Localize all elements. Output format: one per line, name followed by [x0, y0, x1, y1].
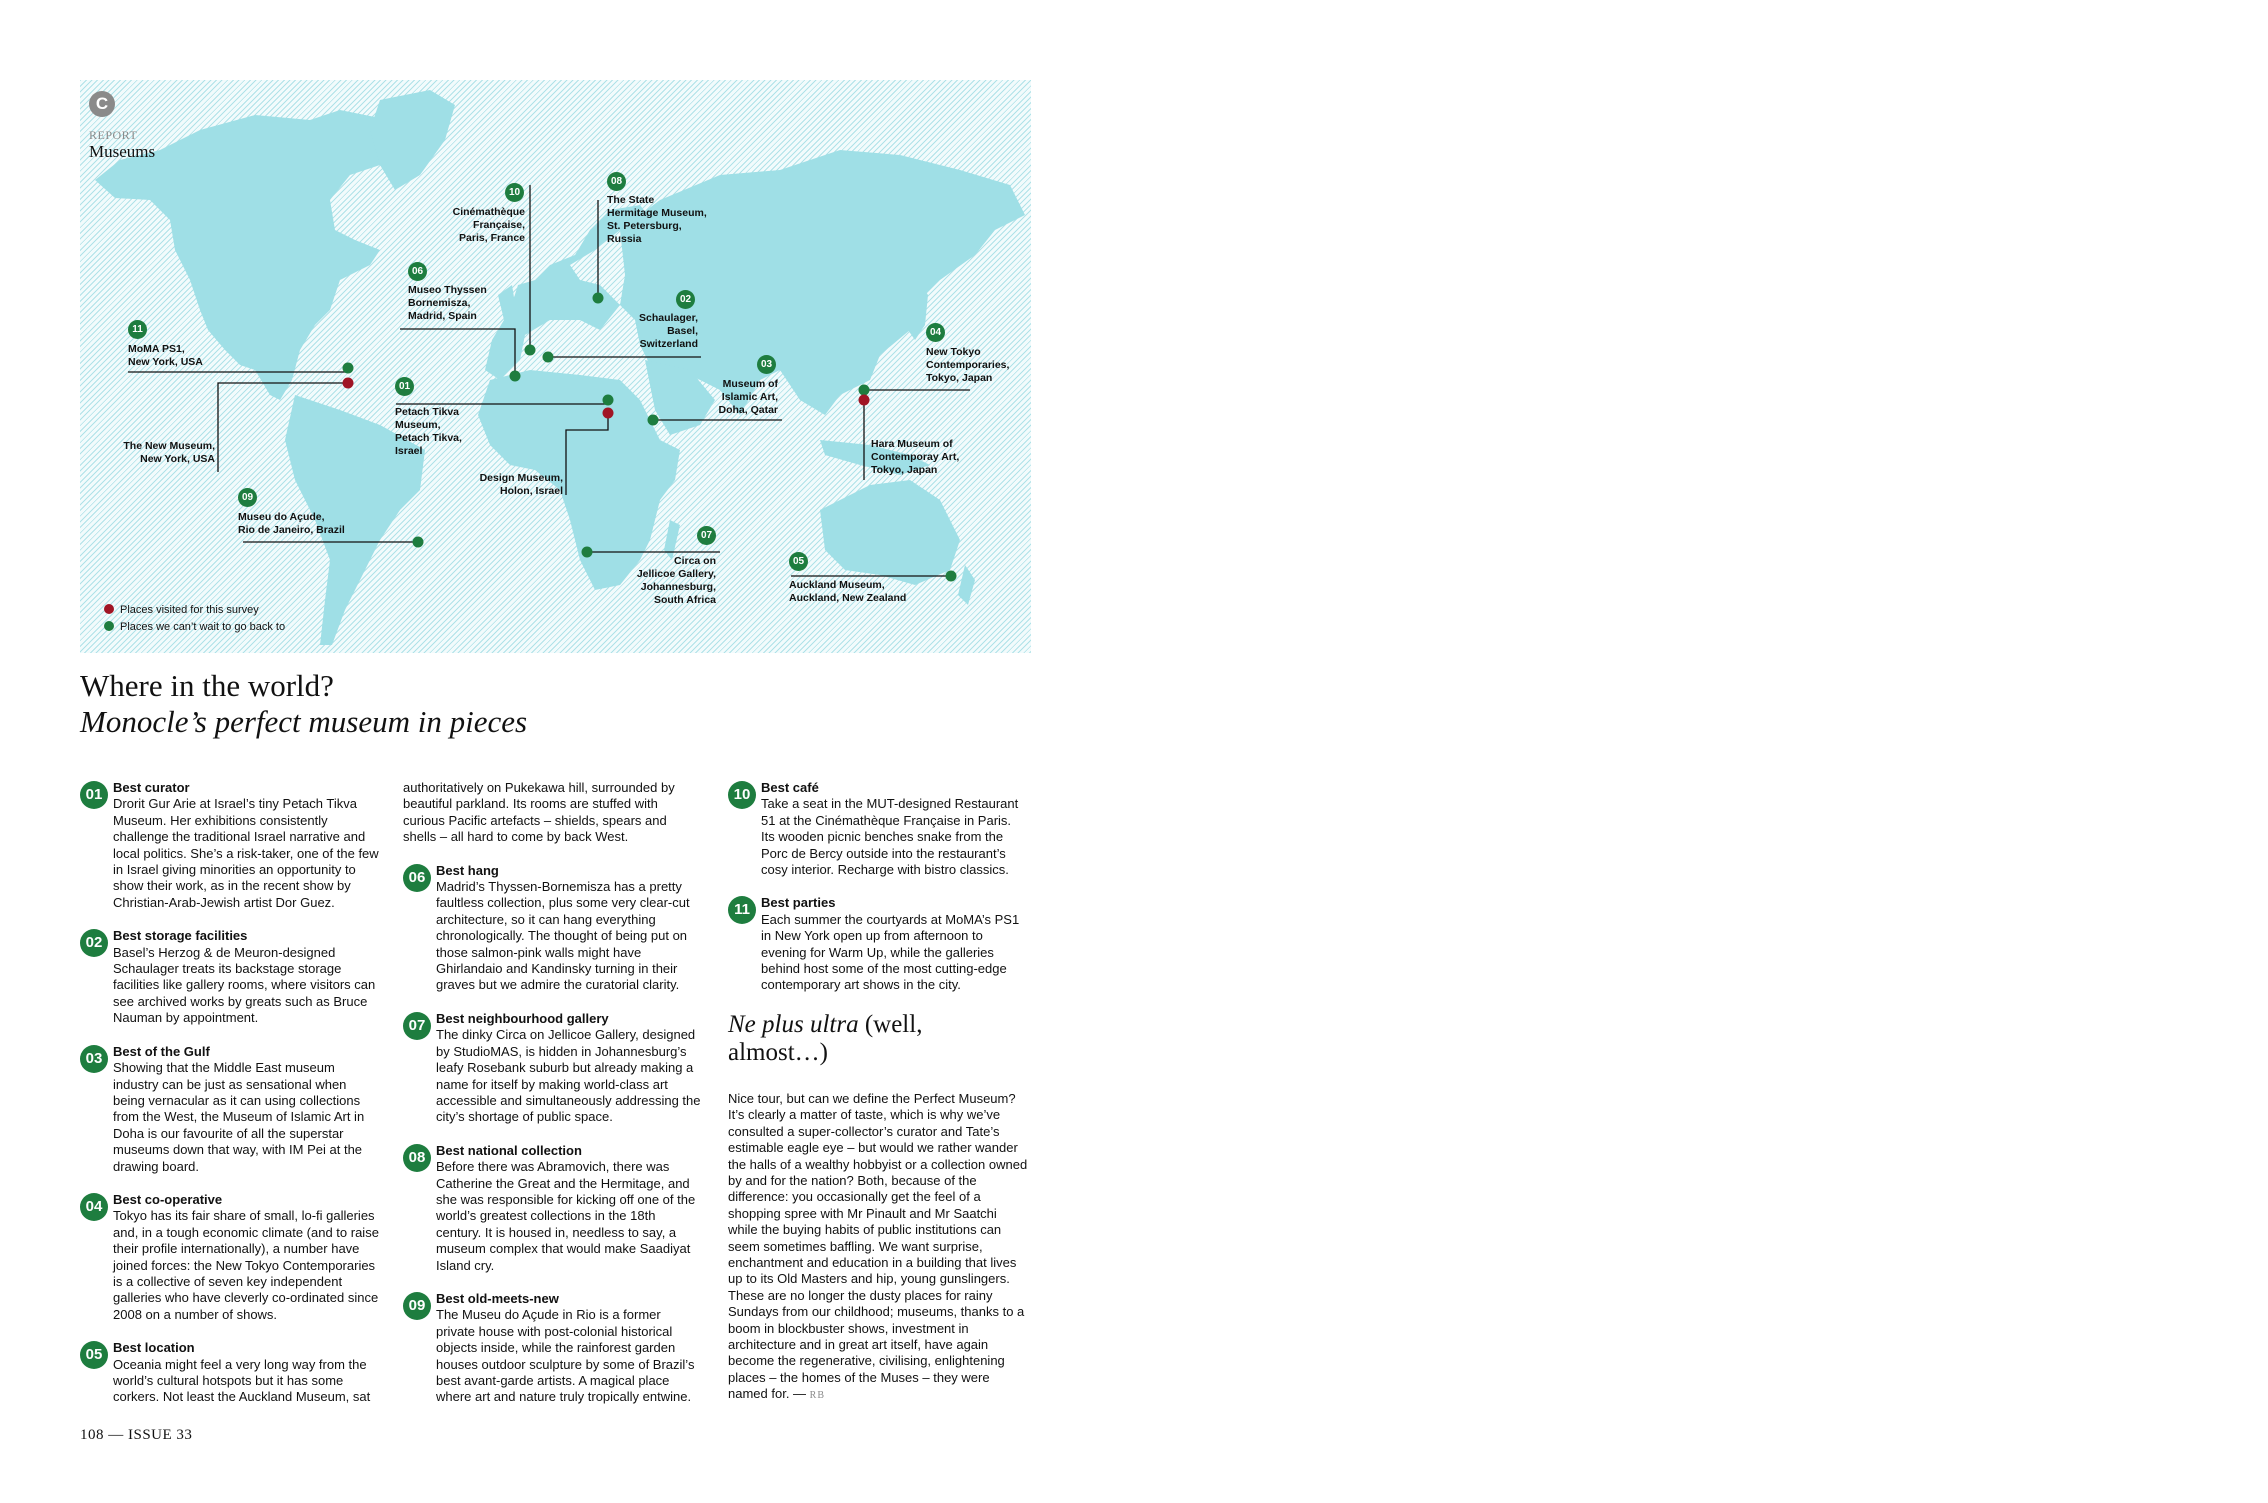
entry-05-continued — [403, 780, 703, 846]
marker-dot-hara — [859, 395, 870, 406]
marker-label-rio: Museu do Açude, Rio de Janeiro, Brazil — [238, 511, 345, 536]
marker-label-basel: Schaulager, Basel, Switzerland — [639, 312, 698, 350]
entry-title: Best location — [113, 1340, 195, 1356]
marker-dot-moma — [343, 363, 354, 374]
entry-text: Showing that the Middle East museum industry can be just as sensational when being vernacular as it can using collections from the West, the Museum of Islamic Art in Doha is our favourite of all the superstar museums down that way, with IM Pei at the drawing board. — [113, 1060, 365, 1174]
marker-dot-petach — [603, 395, 614, 406]
sidebar-heading-rest: (well, almost…) — [728, 1010, 923, 1066]
legend-green-dot-icon — [104, 621, 114, 631]
entry-title: Best storage facilities — [113, 928, 248, 944]
marker-number-02: 02 — [676, 290, 695, 309]
marker-label-petach: Petach Tikva Museum, Petach Tikva, Israel — [395, 406, 462, 457]
author-initials: RB — [809, 1390, 826, 1402]
marker-number-09: 09 — [238, 488, 257, 507]
legend-return — [104, 621, 285, 633]
world-map — [80, 80, 1031, 653]
marker-label-hara: Hara Museum of Contemporay Art, Tokyo, Japan — [871, 438, 960, 476]
column-3 — [728, 780, 1028, 1403]
sidebar-heading-italic: Ne plus ultra — [728, 1010, 859, 1038]
sidebar-body-text: Nice tour, but can we define the Perfect Museum? It’s clearly a matter of taste, which is why we’ve consulted a super-collector’s curator and Tate’s estimable eagle eye – but would we rather wander the halls of a wealthy hobbyist or a collection owned by and for the nation? Both, because of the difference: you occasionally get the feel of a shopping spree with Mr Pinault and Mr Saatchi while the buying habits of public institutions can seem sometimes baffling. We want surprise, enchantment and education in a building that lives up to its Old Masters and hip, young gunslingers. These are no longer the dusty places for rainy Sundays from our childhood; museums, thanks to a boom in blockbuster shows, investment in architecture and in great art itself, have again become the regenerative, civilising, enlightening places – the homes of the Muses – they were named for. — — [728, 1090, 1028, 1402]
marker-number-01: 01 — [395, 377, 414, 396]
entry-02 — [80, 928, 380, 1026]
marker-label-paris: Cinémathèque Française, Paris, France — [452, 206, 525, 244]
marker-number-03: 03 — [757, 355, 776, 374]
entry-number-badge: 05 — [80, 1341, 108, 1369]
world-map-graphic — [80, 80, 1031, 653]
entry-number-badge: 04 — [80, 1193, 108, 1221]
entry-06 — [403, 863, 703, 994]
entry-text: Take a seat in the MUT-designed Restaurant 51 at the Cinémathèque Française in Paris. Its wooden picnic benches snake from the Porc de Bercy outside into the restaurant’s cosy interior. Recharge with bistro classics. — [761, 796, 1019, 878]
marker-dot-new-museum — [343, 378, 354, 389]
entry-10 — [728, 780, 1028, 878]
marker-dot-paris — [525, 345, 536, 356]
entry-title: Best co-operative — [113, 1191, 223, 1207]
page-folio: 108 — ISSUE 33 — [80, 1427, 193, 1443]
entry-title: Best hang — [436, 862, 499, 878]
entry-number-badge: 07 — [403, 1012, 431, 1040]
marker-dot-rio — [413, 537, 424, 548]
entry-title: Best café — [761, 780, 819, 795]
entry-text: Oceania might feel a very long way from the world’s cultural hotspots but it has some corkers. Not least the Auckland Museum, sat — [113, 1356, 371, 1405]
entry-title: Best curator — [113, 780, 190, 795]
marker-number-11: 11 — [128, 320, 147, 339]
entry-title: Best of the Gulf — [113, 1043, 210, 1059]
australia-landmass — [820, 480, 960, 585]
entry-number-badge: 06 — [403, 864, 431, 892]
entry-number-badge: 11 — [728, 896, 756, 924]
entry-text: Madrid’s Thyssen-Bornemisza has a pretty faultless collection, plus some very clear-cut architecture, so it can hang everything chronologically. The thought of being put on those salmon-pink walls might have Ghirlandaio and Kandinsky turning in their graves but we admire the curatorial clarity. — [436, 879, 690, 993]
section-logo-icon: C — [89, 91, 115, 117]
marker-label-doha: Museum of Islamic Art, Doha, Qatar — [718, 378, 778, 416]
section-name: Museums — [89, 142, 156, 161]
entry-text: Before there was Abramovich, there was Catherine the Great and the Hermitage, and she was responsible for kicking off one of the world’s greatest collections in the 18th century. It is housed in, needless to say, a museum complex that would make Saadiyat Island cry. — [436, 1159, 696, 1273]
entry-title: Best old-meets-new — [436, 1290, 559, 1306]
entry-04 — [80, 1192, 380, 1323]
greenland-landmass — [370, 90, 455, 190]
marker-number-10: 10 — [505, 183, 524, 202]
marker-number-05: 05 — [789, 552, 808, 571]
entry-number-badge: 03 — [80, 1045, 108, 1073]
entry-07 — [403, 1011, 703, 1126]
column-2 — [403, 780, 703, 1423]
marker-dot-holon — [603, 408, 614, 419]
entry-01 — [80, 780, 380, 911]
entry-title: Best national collection — [436, 1142, 582, 1158]
marker-label-madrid: Museo Thyssen Bornemisza, Madrid, Spain — [408, 284, 487, 322]
entry-title: Best parties — [761, 895, 836, 911]
marker-label-johannesburg: Circa on Jellicoe Gallery, Johannesburg, South Africa — [636, 555, 716, 606]
marker-label-new-museum: The New Museum, New York, USA — [123, 440, 215, 465]
entry-text: Basel’s Herzog & de Meuron-designed Schaulager treats its backstage storage facilities like gallery rooms, where visitors can see archived works by greats such as Bruce Nauman by appointment. — [113, 944, 376, 1026]
entry-number-badge: 09 — [403, 1292, 431, 1320]
entry-09 — [403, 1291, 703, 1406]
entry-05 — [80, 1340, 380, 1406]
entry-text-continued: authoritatively on Pukekawa hill, surrounded by beautiful parkland. Its rooms are stuffed with curious Pacific artefacts – shields, spears and shells – all hard to come by back West. — [403, 780, 675, 845]
marker-number-06: 06 — [408, 262, 427, 281]
entry-text: The dinky Circa on Jellicoe Gallery, designed by StudioMAS, is hidden in Johannesburg’s leafy Rosebank suburb but already making a name for itself by making world-class art accessible and simultaneously addressing the city’s shortage of public space. — [436, 1027, 701, 1125]
marker-dot-doha — [648, 415, 659, 426]
marker-label-tokyo-contemporaries: New Tokyo Contemporaries, Tokyo, Japan — [926, 346, 1010, 384]
entry-03 — [80, 1044, 380, 1175]
entry-number-badge: 08 — [403, 1144, 431, 1172]
entry-text: The Museu do Açude in Rio is a former private house with post-colonial historical objects inside, while the rainforest garden houses outdoor sculpture by some of Brazil’s best avant-garde artists. A magical place where art and nature truly tropically entwine. — [436, 1307, 695, 1405]
section-label: REPORT — [89, 128, 138, 142]
entry-number-badge: 02 — [80, 929, 108, 957]
legend-visited-text: Places visited for this survey — [120, 604, 259, 616]
marker-label-auckland: Auckland Museum, Auckland, New Zealand — [789, 579, 907, 604]
marker-label-hermitage: The State Hermitage Museum, St. Petersburg, Russia — [607, 194, 707, 245]
legend-red-dot-icon — [104, 604, 114, 614]
entry-text: Each summer the courtyards at MoMA’s PS1 in New York open up from afternoon to evening for Warm Up, while the galleries behind host some of the most cutting-edge contemporary art shows in the city. — [761, 911, 1020, 993]
marker-dot-johannesburg — [582, 547, 593, 558]
marker-label-holon: Design Museum, Holon, Israel — [479, 472, 563, 497]
marker-dot-basel — [543, 352, 554, 363]
entry-text: Tokyo has its fair share of small, lo-fi galleries and, in a tough economic climate (and to raise their profile internationally), a number have joined forces: the New Tokyo Contemporaries is a collective of seven key independent galleries who have cleverly co-ordinated since 2008 on a number of shows. — [113, 1208, 379, 1322]
sidebar-body — [728, 1091, 1028, 1403]
subhead: Monocle’s perfect museum in pieces — [80, 704, 528, 739]
new-zealand-landmass — [958, 565, 975, 605]
marker-label-moma: MoMA PS1, New York, USA — [128, 343, 203, 368]
entry-number-badge: 10 — [728, 781, 756, 809]
marker-dot-hermitage — [593, 293, 604, 304]
entry-08 — [403, 1143, 703, 1274]
marker-number-07: 07 — [697, 526, 716, 545]
column-1 — [80, 780, 380, 1423]
marker-dot-madrid — [510, 371, 521, 382]
marker-number-04: 04 — [926, 323, 945, 342]
entry-text: Drorit Gur Arie at Israel’s tiny Petach Tikva Museum. Her exhibitions consistently challenge the traditional Israel narrative and local politics. She’s a risk-taker, one of the few in Israel giving minorities an opportunity to show their work, as in the recent show by Christian-Arab-Jewish artist Dor Guez. — [113, 796, 379, 910]
entry-number-badge: 01 — [80, 781, 108, 809]
marker-number-08: 08 — [607, 172, 626, 191]
sidebar-heading — [728, 1011, 1028, 1067]
headline: Where in the world? — [80, 668, 334, 703]
entry-11 — [728, 895, 1028, 993]
entry-title: Best neighbourhood gallery — [436, 1010, 609, 1026]
marker-dot-tokyo-contemporaries — [859, 385, 870, 396]
legend-return-text: Places we can’t wait to go back to — [120, 621, 286, 633]
marker-dot-auckland — [946, 571, 957, 582]
legend-visited — [104, 604, 259, 616]
madagascar-landmass — [664, 520, 680, 560]
